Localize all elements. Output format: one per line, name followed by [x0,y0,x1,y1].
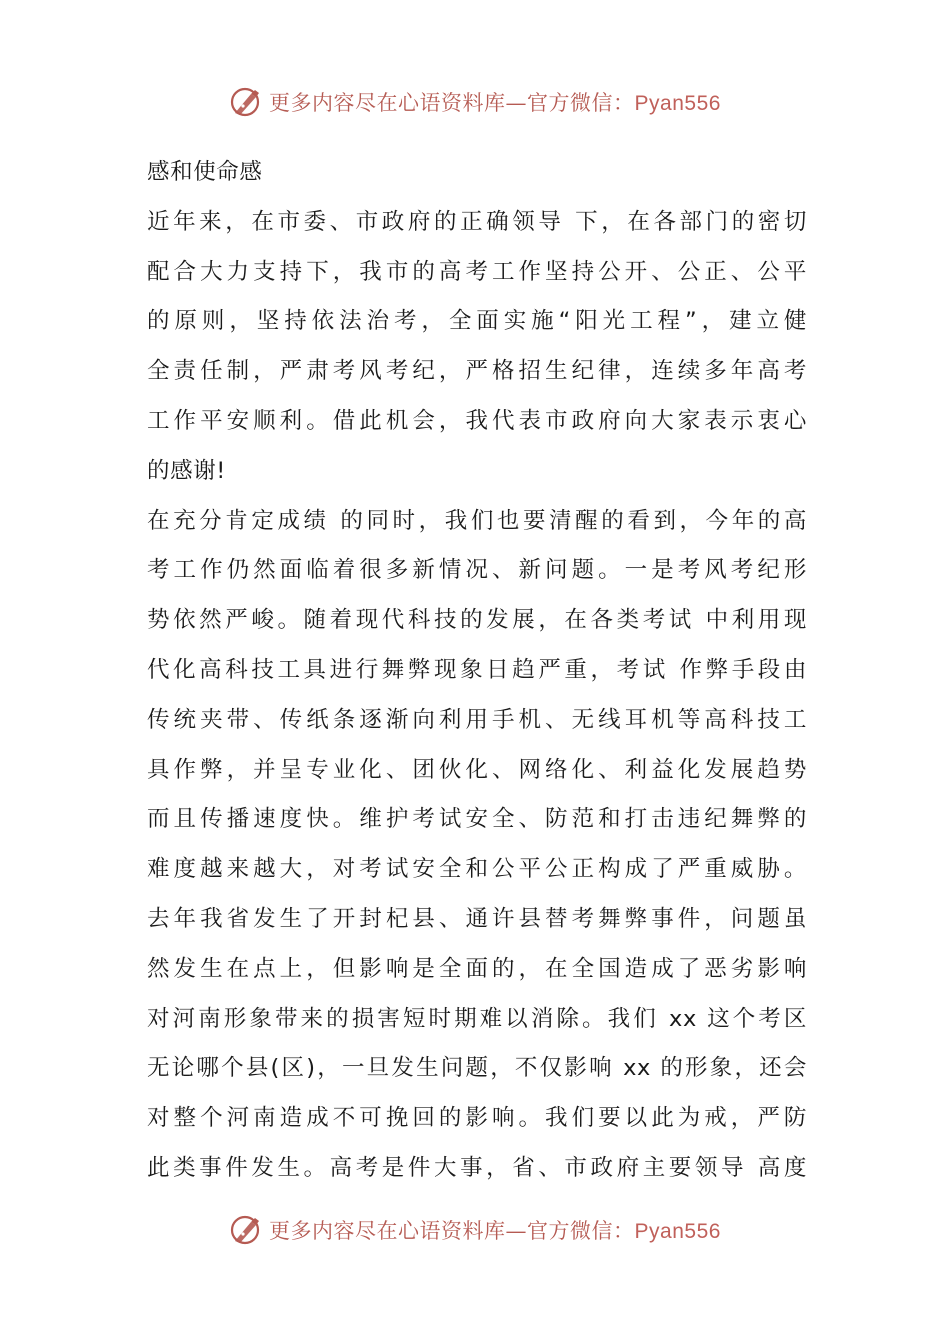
watermark-text [269,1215,721,1245]
text-line: 传统夹带、传纸条逐渐向利用手机、无线耳机等高科技工 [147,706,807,733]
header-watermark [0,82,950,122]
text-line: 无论哪个县(区)，一旦发生问题，不仅影响 xx 的形象，还会 [147,1055,807,1082]
text-line: 去年我省发生了开封杞县、通许县替考舞弊事件，问题虽 [147,905,807,932]
text-line: 代化高科技工具进行舞弊现象日趋严重，考试 作弊手段由 [147,656,807,683]
text-line: 此类事件发生。高考是件大事，省、市政府主要领导 高度 [147,1154,807,1181]
text-line: 全责任制，严肃考风考纪，严格招生纪律，连续多年高考 [147,358,807,385]
pen-nib-icon [229,85,263,119]
text-line: 然发生在点上，但影响是全面的，在全国造成了恶劣影响 [147,955,807,982]
watermark-text [269,87,721,117]
text-line: 工作平安顺利。借此机会，我代表市政府向大家表示衷心 [147,407,807,434]
wechat-id: Pyan556 [634,92,721,115]
document-body [147,148,807,1194]
text-line: 势依然严峻。随着现代科技的发展，在各类考试 中利用现 [147,607,807,634]
watermark-label: 更多内容尽在心语资料库—官方微信： [269,91,635,115]
text-line: 对整个河南造成不可挽回的影响。我们要以此为戒，严防 [147,1105,807,1132]
text-line: 的原则，坚持依法治考，全面实施“阳光工程”，建立健 [147,308,807,335]
text-line: 在充分肯定成绩 的同时，我们也要清醒的看到，今年的高 [147,507,807,534]
text-line: 考工作仍然面临着很多新情况、新问题。一是考风考纪形 [147,557,807,584]
watermark-label: 更多内容尽在心语资料库—官方微信： [269,1219,635,1243]
wechat-id: Pyan556 [634,1220,721,1243]
pen-nib-icon [229,1213,263,1247]
text-line: 的感谢! [147,457,226,484]
text-line: 配合大力支持下，我市的高考工作坚持公开、公正、公平 [147,258,807,285]
text-line: 具作弊，并呈专业化、团伙化、网络化、利益化发展趋势 [147,756,807,783]
text-line: 近年来，在市委、市政府的正确领导 下，在各部门的密切 [147,208,807,235]
text-line: 而且传播速度快。维护考试安全、防范和打击违纪舞弊的 [147,806,807,833]
text-line: 难度越来越大，对考试安全和公平公正构成了严重威胁。 [147,856,807,883]
text-line: 对河南形象带来的损害短时期难以消除。我们 xx 这个考区 [147,1005,807,1032]
footer-watermark [0,1210,950,1250]
text-line: 感和使命感 [147,159,263,185]
